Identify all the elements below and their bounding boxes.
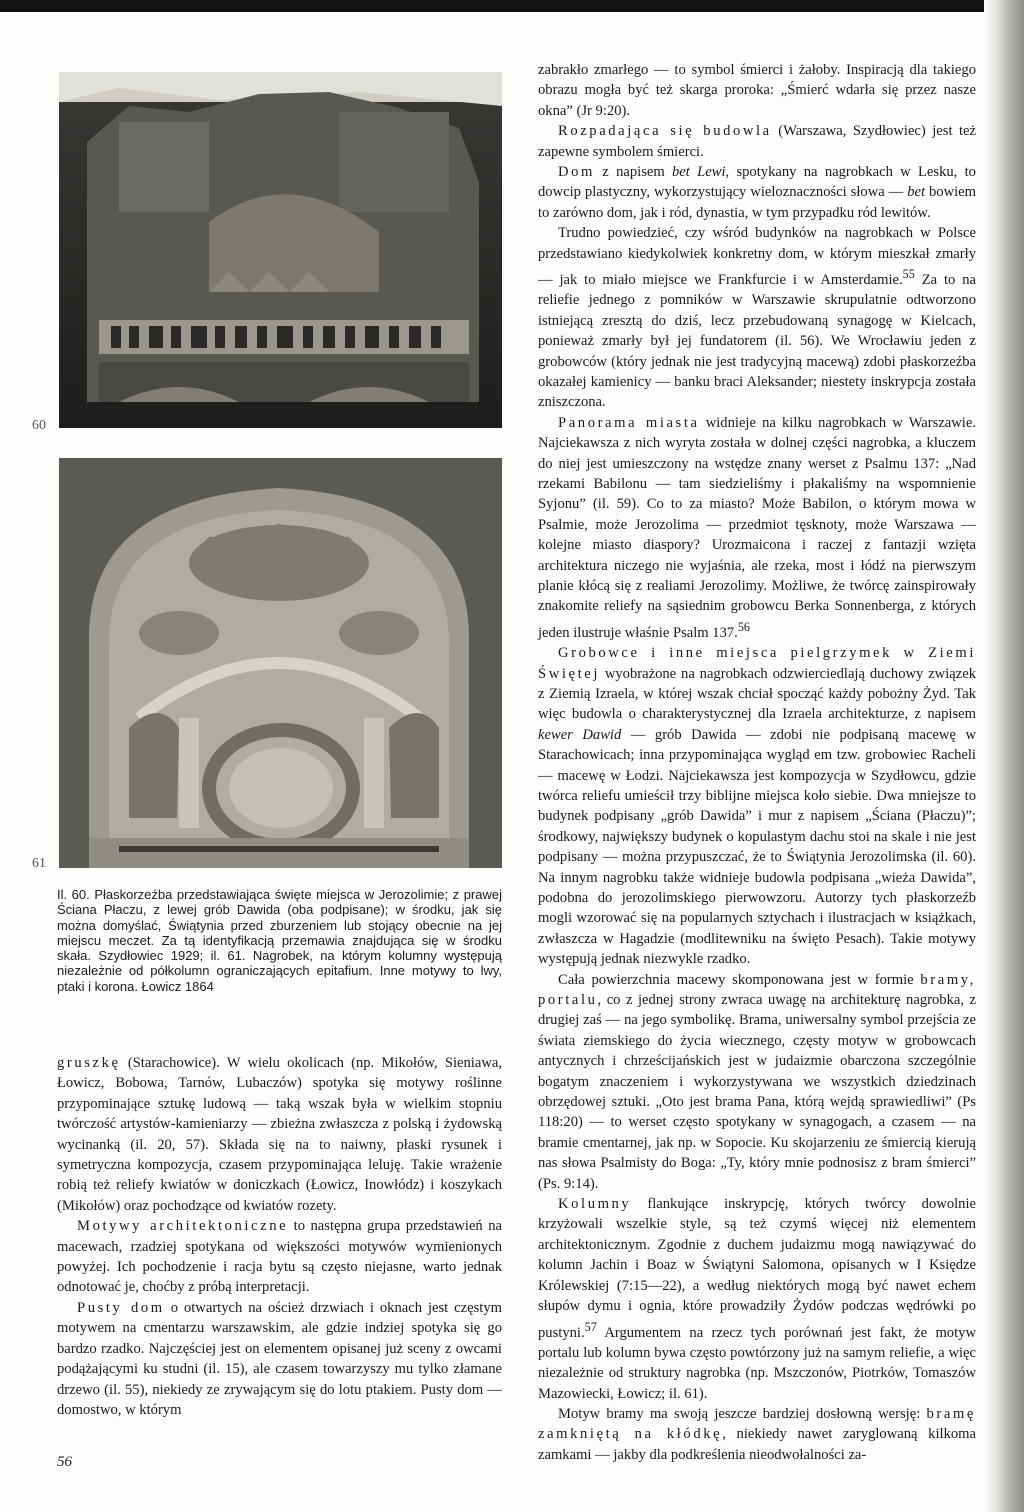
paragraph bbox=[538, 1194, 976, 1404]
photo-tombstone-relief-holy-places bbox=[59, 72, 502, 428]
paragraph-text: Cała powierzchnia macewy skomponowana jest w formie bbox=[558, 971, 921, 988]
text-column-left bbox=[57, 1053, 502, 1420]
paragraph bbox=[538, 970, 976, 1194]
paragraph-text: z napisem bbox=[595, 164, 672, 181]
paragraph-text: Motyw bramy ma swoją jeszcze bardziej dosłowną wersję: bbox=[558, 1405, 927, 1422]
page-edge-shadow bbox=[984, 0, 1024, 1512]
paragraph bbox=[538, 1404, 976, 1465]
italic-term: kewer Dawid bbox=[538, 726, 622, 743]
paragraph-text: bowiem to zarówno dom, jak i ród, dynastia, w tym przypadku ród lewitów. bbox=[538, 184, 977, 221]
spaced-term: Pusty dom bbox=[77, 1299, 165, 1316]
figure-marker-60: 60 bbox=[32, 418, 46, 433]
footnote-ref: 55 bbox=[902, 267, 915, 282]
paragraph-text: to następna grupa przedstawień na macewach, rzadziej spotykana od większości motywów wymienionych powyżej. Ich pochodzenie i racja bytu są często niejasne, warto jednak odnotować je, choćby z próbą interpretacji. bbox=[57, 1218, 502, 1296]
paragraph bbox=[57, 1298, 502, 1420]
footnote-ref: 56 bbox=[737, 619, 750, 634]
paragraph bbox=[538, 162, 976, 223]
caption-label: Il. 60. bbox=[57, 887, 90, 902]
paragraph-text: o otwartych na oścież drzwiach i oknach jest częstym motywem na cmentarzu warszawskim, ale gdzie indziej spotyka się go bardzo rzadko. Najczęściej jest on elementem opisanej już sceny z owcami podążającymi ku studni (il. 15), ale czasem towarzyszy mu tylko złamane drzewo (il. 55), niekiedy ze zrywającym się do lotu ptakiem. Pusty dom — domostwo, w którym bbox=[57, 1299, 502, 1418]
paragraph-text: (Starachowice). W wielu okolicach (np. Mikołów, Sieniawa, Łowicz, Bobowa, Tarnów, Lubaczów) spotyka się motywy roślinne przypominające sztukę ludową — taką wszak była w wielkim stopniu twórczość artystów-kamieniarzy — zbieżna zwłaszcza z polską i żydowską wycinanką (il. 20, 57). Składa się na to naiwny, płaski rysunek i symetryczna kompozycja, czasem przypominająca leluję. Takie wrażenie robią też reliefy kwiatów w doniczkach (Łowicz, Inowłódz) i koszykach (Mikołów) oraz pochodzące od kwiatów rozety. bbox=[57, 1055, 502, 1214]
paragraph-text: Argumentem na rzecz tych porównań jest fakt, że motyw portalu lub kolumn bywa często powtórzony już na samym reliefie, a więc niezależnie od struktury nagrobka (np. Mszczonów, Piotrków, Tomaszów Mazowiecki, Łowicz; il. 61). bbox=[538, 1324, 976, 1402]
paragraph bbox=[57, 1216, 502, 1298]
spaced-term: Motywy architektoniczne bbox=[77, 1218, 289, 1235]
text-column-right bbox=[538, 60, 976, 1465]
spaced-term: bramy, portalu bbox=[538, 971, 976, 1008]
paragraph-text: widnieje na kilku nagrobkach w Warszawie. Najciekawsza z nich wyryta została w dolnej części nagrobka, a kluczem do niej jest umieszczony na wstędze znany werset z Psalmu 137: „Nad rzekami Babilonu — tam siedzieliśmy i płakaliśmy na wspomnienie Syjonu” (il. 59). Co to za miasto? Może Babilon, o którym mowa w Psalmie, może Jerozolima — przedmiot tęsknoty, może Warszawa — kolejne miasto diaspory? Urozmaicona i raczej z fantazji wzięta architektura niczego nie wyjaśnia, ale rzeka, most i łódź na pierwszym planie kłócą się z realiami Jerozolimy. Możliwe, że twórcę zainspirowały znakomite reliefy na sąsiednim grobowcu Berka Sonnenberga, z których jeden ilustruje właśnie Psalm 137. bbox=[538, 414, 976, 641]
paragraph-text: — grób Dawida — zdobi nie podpisaną macewę w Starachowicach; inna przypominająca wygląd em tzw. grobowiec Racheli — macewę w Łodzi. Najciekawsza jest kompozycja w Szydłowcu, gdzie twórca reliefu umieścił trzy biblijne miejsca koło siebie. Dwa mniejsze to budynek podpisany „grób Dawida” i mur z napisem „Ściana (Płaczu)”; środkowy, największy budynek o kopulastym dachu stoi na skale i nie jest podpisany — można przypuszczać, że to Świątynia Jerozolimska (il. 60). Na innym nagrobku także widnieje budowla podpisana „wieża Dawida”, podobna do jerozolimskiego pierwowzoru. Autorzy tych płaskorzeźb mogli wzorować się na popularnych sztychach i ilustracjach w książkach, zwłaszcza w Hagadzie (modlitewniku na święto Pesach). Takie motywy występują jednak niezwykle rzadko. bbox=[538, 726, 976, 968]
italic-term: bet Lewi bbox=[672, 164, 726, 181]
paragraph-text: (Warszawa, Szydłowiec) jest też zapewne symbolem śmierci. bbox=[538, 123, 976, 160]
spaced-term: Grobowce i inne miejsca pielgrzymek w Ziemi Świętej bbox=[538, 645, 976, 682]
figure-marker-61: 61 bbox=[32, 856, 46, 871]
paragraph bbox=[538, 413, 976, 643]
spaced-term: Dom bbox=[558, 164, 595, 181]
figure-caption bbox=[57, 887, 502, 994]
spaced-term: Panorama miasta bbox=[558, 414, 700, 431]
paragraph-text: , niekiedy nawet zaryglowaną kilkoma zamkami — jakby dla podkreślenia nieodwołalności za- bbox=[538, 1426, 977, 1463]
paragraph-text: wyobrażone na nagrobkach odzwierciedlają duchowy związek z Ziemią Izraela, w której wszak chciał spocząć każdy pobożny Żyd. Tak więc budowla o charakterystycznej dla Izraela architekturze, z napisem bbox=[538, 665, 976, 723]
paragraph-text: Trudno powiedzieć, czy wśród budynków na nagrobkach w Polsce przedstawiano kiedykolwiek konkretny dom, w którym mieszkał zmarły — jak to miało miejsce we Frankfurcie i w Amsterdamie. bbox=[538, 225, 976, 288]
footnote-ref: 57 bbox=[584, 1319, 597, 1334]
spaced-term: bramę zamkniętą na kłódkę bbox=[538, 1405, 976, 1443]
top-rule bbox=[0, 0, 1024, 12]
paragraph bbox=[538, 121, 976, 162]
spaced-term: Rozpadająca się budowla bbox=[558, 123, 772, 140]
paragraph: zabrakło zmarłego — to symbol śmierci i żałoby. Inspiracją dla takiego obrazu mogła być też skarga proroka: „Śmierć wdarła się przez nasze okna” (Jr 9:20). bbox=[538, 62, 976, 119]
paragraph bbox=[538, 643, 976, 970]
paragraph-text: , spotykany na nagrobkach w Lesku, to dowcip plastyczny, wykorzystujący wieloznaczności słowa — bbox=[538, 164, 976, 201]
paragraph-text: , co z jednej strony zwraca uwagę na architekturę nagrobka, z drugiej zaś — na jego symbolikę. Brama, uniwersalny symbol przejścia ze świata ziemskiego do życia wiecznego, częsty motyw w grobowcach antycznych i chrześcijańskich jest w judaizmie obarczona szczególnie bogatym znaczeniem i wykorzystywana we wszystkich dziedzinach obrzędowej sztuki. „Oto jest brama Pana, którą wejdą sprawiedliwi” (Ps 118:20) — to werset często spotykany w synagogach, a czasem — na bramie cmentarnej, jak np. w Sopocie. Ku skojarzeniu ze śmiercią kierują nas słowa Psalmisty do Boga: „Ty, który mnie podnosisz z bram śmierci” (Ps. 9:14). bbox=[538, 992, 976, 1192]
italic-term: bet bbox=[907, 184, 926, 201]
photo-tombstone-crown-lions bbox=[59, 458, 502, 868]
spaced-term: Kolumny bbox=[558, 1196, 632, 1213]
spaced-term: gruszkę bbox=[57, 1055, 121, 1071]
paragraph-text: Za to na reliefie jednego z pomników w Warszawie skrupulatnie odtworzono istniejącą zresztą do dziś, lecz przebudowaną synagogę w Kielcach, ponieważ zmarły był jej fundatorem (il. 56). We Wrocławiu jeden z grobowców (który jednak nie jest tradycyjną macewą) zdobi płaskorzeźba okazałej kamienicy — banku braci Aleksander; niestety inskrypcja została zniszczona. bbox=[538, 271, 976, 411]
paragraph bbox=[57, 1053, 502, 1216]
page-number: 56 bbox=[57, 1454, 72, 1470]
caption-text: Płaskorzeźba przedstawiająca święte miejsca w Jerozolimie; z prawej Ściana Płaczu, z lewej grób Dawida (oba podpisane); w środku, jak się można domyślać, Świątynia przed zburzeniem lub stojący obecnie na jej miejscu meczet. Za tą identyfikacją przemawia znajdująca się w środku skała. Szydłowiec 1929; il. 61. Nagrobek, na którym kolumny występują niezależnie od półkolumn ograniczających epitafium. Inne motywy to lwy, ptaki i korona. Łowicz 1864 bbox=[57, 887, 502, 994]
paragraph-text: flankujące inskrypcję, których twórcy dowolnie krzyżowali wszelkie style, są też czymś więcej niż elementem architektonicznym. Zgodnie z duchem judaizmu mogą nawiązywać do kolumn Jachin i Boaz w Świątyni Salomona, opisanych w I Księdze Królewskiej (7:15—22), a według niektórych mogą być nawet echem słupów dymu i ognia, które prowadziły Żydów podczas wędrówki po pustyni. bbox=[538, 1196, 976, 1341]
paragraph bbox=[538, 223, 976, 413]
